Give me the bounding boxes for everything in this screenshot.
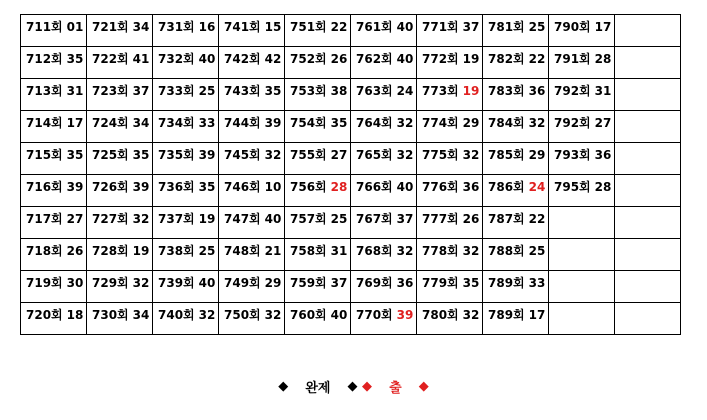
number-value: 38 bbox=[330, 84, 348, 98]
results-table-body bbox=[21, 15, 681, 335]
number-value: 32 bbox=[132, 276, 150, 290]
table-cell bbox=[483, 271, 549, 303]
table-cell bbox=[483, 47, 549, 79]
table-cell bbox=[21, 111, 87, 143]
number-value: 27 bbox=[330, 148, 348, 162]
number-value: 33 bbox=[528, 276, 546, 290]
number-value: 29 bbox=[462, 116, 480, 130]
number-value: 29 bbox=[264, 276, 282, 290]
round-label: 735회 bbox=[158, 148, 195, 162]
number-value: 41 bbox=[132, 52, 150, 66]
round-label: 711회 bbox=[26, 20, 63, 34]
round-label: 788회 bbox=[488, 244, 525, 258]
round-label: 741회 bbox=[224, 20, 261, 34]
table-cell bbox=[285, 47, 351, 79]
number-value: 26 bbox=[462, 212, 480, 226]
number-value: 31 bbox=[66, 84, 84, 98]
round-label: 730회 bbox=[92, 308, 129, 322]
table-cell bbox=[21, 303, 87, 335]
round-label: 723회 bbox=[92, 84, 129, 98]
table-cell bbox=[417, 143, 483, 175]
round-label: 759회 bbox=[290, 276, 327, 290]
number-value: 26 bbox=[330, 52, 348, 66]
round-label: 772회 bbox=[422, 52, 459, 66]
table-cell bbox=[87, 239, 153, 271]
table-row bbox=[21, 271, 681, 303]
round-label: 789회 bbox=[488, 276, 525, 290]
legend bbox=[0, 377, 707, 396]
table-cell bbox=[549, 175, 615, 207]
number-value: 10 bbox=[264, 180, 282, 194]
number-value: 22 bbox=[528, 212, 546, 226]
number-value: 21 bbox=[264, 244, 282, 258]
number-value: 32 bbox=[396, 244, 414, 258]
table-cell bbox=[549, 207, 615, 239]
number-value: 34 bbox=[132, 308, 150, 322]
number-value: 34 bbox=[132, 20, 150, 34]
round-label: 792회 bbox=[554, 84, 591, 98]
table-cell bbox=[285, 15, 351, 47]
number-value: 32 bbox=[132, 212, 150, 226]
number-value: 32 bbox=[462, 308, 480, 322]
table-row bbox=[21, 303, 681, 335]
table-cell bbox=[285, 175, 351, 207]
table-cell bbox=[549, 239, 615, 271]
round-label: 765회 bbox=[356, 148, 393, 162]
table-cell bbox=[483, 15, 549, 47]
round-label: 768회 bbox=[356, 244, 393, 258]
table-cell bbox=[351, 239, 417, 271]
number-value: 36 bbox=[594, 148, 612, 162]
number-value: 32 bbox=[264, 148, 282, 162]
round-label: 714회 bbox=[26, 116, 63, 130]
round-label: 781회 bbox=[488, 20, 525, 34]
round-label: 795회 bbox=[554, 180, 591, 194]
number-value: 32 bbox=[264, 308, 282, 322]
round-label: 780회 bbox=[422, 308, 459, 322]
table-cell bbox=[285, 271, 351, 303]
number-value: 32 bbox=[462, 148, 480, 162]
round-label: 719회 bbox=[26, 276, 63, 290]
table-cell bbox=[549, 111, 615, 143]
number-value: 32 bbox=[462, 244, 480, 258]
table-cell bbox=[483, 239, 549, 271]
table-cell bbox=[549, 15, 615, 47]
table-cell bbox=[219, 15, 285, 47]
table-cell bbox=[615, 79, 681, 111]
number-value: 17 bbox=[594, 20, 612, 34]
round-label: 779회 bbox=[422, 276, 459, 290]
round-label: 776회 bbox=[422, 180, 459, 194]
number-value: 39 bbox=[396, 308, 414, 322]
round-label: 793회 bbox=[554, 148, 591, 162]
round-label: 736회 bbox=[158, 180, 195, 194]
number-value: 28 bbox=[594, 180, 612, 194]
table-row bbox=[21, 143, 681, 175]
round-label: 716회 bbox=[26, 180, 63, 194]
table-cell bbox=[417, 239, 483, 271]
round-label: 753회 bbox=[290, 84, 327, 98]
number-value: 15 bbox=[264, 20, 282, 34]
number-value: 25 bbox=[198, 244, 216, 258]
number-value: 22 bbox=[528, 52, 546, 66]
number-value: 28 bbox=[594, 52, 612, 66]
round-label: 724회 bbox=[92, 116, 129, 130]
number-value: 36 bbox=[396, 276, 414, 290]
table-cell bbox=[153, 175, 219, 207]
round-label: 745회 bbox=[224, 148, 261, 162]
table-cell bbox=[21, 207, 87, 239]
round-label: 786회 bbox=[488, 180, 525, 194]
table-cell bbox=[87, 303, 153, 335]
number-value: 31 bbox=[330, 244, 348, 258]
round-label: 757회 bbox=[290, 212, 327, 226]
table-cell bbox=[21, 79, 87, 111]
table-cell bbox=[417, 79, 483, 111]
table-cell bbox=[219, 271, 285, 303]
number-value: 32 bbox=[396, 148, 414, 162]
red-diamond-icon: ◆ bbox=[362, 379, 373, 394]
round-label: 732회 bbox=[158, 52, 195, 66]
table-cell bbox=[285, 111, 351, 143]
round-label: 718회 bbox=[26, 244, 63, 258]
table-cell bbox=[417, 175, 483, 207]
number-value: 39 bbox=[132, 180, 150, 194]
round-label: 720회 bbox=[26, 308, 63, 322]
round-label: 790회 bbox=[554, 20, 591, 34]
number-value: 32 bbox=[396, 116, 414, 130]
number-value: 35 bbox=[462, 276, 480, 290]
table-cell bbox=[549, 47, 615, 79]
table-cell bbox=[351, 303, 417, 335]
table-row bbox=[21, 111, 681, 143]
number-value: 40 bbox=[198, 276, 216, 290]
table-row bbox=[21, 47, 681, 79]
table-cell bbox=[219, 111, 285, 143]
table-cell bbox=[153, 271, 219, 303]
black-diamond-icon: ◆ bbox=[347, 379, 358, 394]
table-cell bbox=[153, 79, 219, 111]
table-cell bbox=[21, 47, 87, 79]
table-cell bbox=[351, 111, 417, 143]
number-value: 24 bbox=[528, 180, 546, 194]
table-cell bbox=[483, 111, 549, 143]
table-cell bbox=[219, 303, 285, 335]
table-cell bbox=[153, 15, 219, 47]
round-label: 722회 bbox=[92, 52, 129, 66]
table-cell bbox=[21, 239, 87, 271]
table-cell bbox=[351, 79, 417, 111]
number-value: 35 bbox=[66, 52, 84, 66]
table-cell bbox=[549, 143, 615, 175]
number-value: 17 bbox=[528, 308, 546, 322]
table-cell bbox=[351, 175, 417, 207]
round-label: 764회 bbox=[356, 116, 393, 130]
number-value: 19 bbox=[462, 84, 480, 98]
round-label: 777회 bbox=[422, 212, 459, 226]
table-cell bbox=[285, 239, 351, 271]
number-value: 35 bbox=[132, 148, 150, 162]
table-cell bbox=[351, 47, 417, 79]
table-cell bbox=[21, 15, 87, 47]
table-cell bbox=[549, 79, 615, 111]
round-label: 751회 bbox=[290, 20, 327, 34]
table-cell bbox=[483, 175, 549, 207]
table-row bbox=[21, 239, 681, 271]
round-label: 761회 bbox=[356, 20, 393, 34]
round-label: 729회 bbox=[92, 276, 129, 290]
table-cell bbox=[87, 47, 153, 79]
table-cell bbox=[417, 111, 483, 143]
round-label: 743회 bbox=[224, 84, 261, 98]
table-cell bbox=[87, 207, 153, 239]
table-cell bbox=[153, 143, 219, 175]
table-cell bbox=[285, 303, 351, 335]
table-cell bbox=[549, 303, 615, 335]
number-value: 33 bbox=[198, 116, 216, 130]
table-cell bbox=[615, 303, 681, 335]
round-label: 766회 bbox=[356, 180, 393, 194]
table-cell bbox=[285, 79, 351, 111]
round-label: 762회 bbox=[356, 52, 393, 66]
round-label: 792회 bbox=[554, 116, 591, 130]
table-cell bbox=[219, 175, 285, 207]
number-value: 31 bbox=[594, 84, 612, 98]
round-label: 746회 bbox=[224, 180, 261, 194]
table-cell bbox=[153, 111, 219, 143]
number-value: 39 bbox=[264, 116, 282, 130]
round-label: 775회 bbox=[422, 148, 459, 162]
table-cell bbox=[153, 239, 219, 271]
number-value: 37 bbox=[132, 84, 150, 98]
round-label: 721회 bbox=[92, 20, 129, 34]
table-cell bbox=[351, 143, 417, 175]
number-value: 17 bbox=[66, 116, 84, 130]
table-row bbox=[21, 79, 681, 111]
number-value: 27 bbox=[594, 116, 612, 130]
table-cell bbox=[417, 271, 483, 303]
round-label: 737회 bbox=[158, 212, 195, 226]
number-value: 32 bbox=[528, 116, 546, 130]
table-cell bbox=[351, 15, 417, 47]
round-label: 791회 bbox=[554, 52, 591, 66]
table-cell bbox=[219, 47, 285, 79]
number-value: 37 bbox=[396, 212, 414, 226]
round-label: 784회 bbox=[488, 116, 525, 130]
round-label: 752회 bbox=[290, 52, 327, 66]
round-label: 789회 bbox=[488, 308, 525, 322]
table-cell bbox=[615, 143, 681, 175]
number-value: 27 bbox=[66, 212, 84, 226]
table-cell bbox=[417, 15, 483, 47]
round-label: 769회 bbox=[356, 276, 393, 290]
number-value: 37 bbox=[462, 20, 480, 34]
round-label: 748회 bbox=[224, 244, 261, 258]
table-cell bbox=[21, 175, 87, 207]
table-cell bbox=[615, 111, 681, 143]
round-label: 758회 bbox=[290, 244, 327, 258]
round-label: 731회 bbox=[158, 20, 195, 34]
table-cell bbox=[153, 47, 219, 79]
number-value: 40 bbox=[330, 308, 348, 322]
table-cell bbox=[21, 271, 87, 303]
round-label: 740회 bbox=[158, 308, 195, 322]
table-cell bbox=[351, 271, 417, 303]
table-cell bbox=[285, 143, 351, 175]
table-cell bbox=[87, 271, 153, 303]
table-cell bbox=[417, 303, 483, 335]
number-value: 40 bbox=[396, 180, 414, 194]
table-cell bbox=[483, 207, 549, 239]
round-label: 770회 bbox=[356, 308, 393, 322]
round-label: 782회 bbox=[488, 52, 525, 66]
table-cell bbox=[351, 207, 417, 239]
round-label: 785회 bbox=[488, 148, 525, 162]
legend-black-label: 완제 bbox=[305, 381, 331, 396]
round-label: 742회 bbox=[224, 52, 261, 66]
number-value: 36 bbox=[528, 84, 546, 98]
table-cell bbox=[219, 143, 285, 175]
number-value: 35 bbox=[330, 116, 348, 130]
number-value: 40 bbox=[396, 20, 414, 34]
table-cell bbox=[219, 79, 285, 111]
number-value: 39 bbox=[66, 180, 84, 194]
number-value: 25 bbox=[330, 212, 348, 226]
round-label: 717회 bbox=[26, 212, 63, 226]
number-value: 40 bbox=[396, 52, 414, 66]
round-label: 744회 bbox=[224, 116, 261, 130]
round-label: 756회 bbox=[290, 180, 327, 194]
table-cell bbox=[483, 143, 549, 175]
round-label: 767회 bbox=[356, 212, 393, 226]
round-label: 734회 bbox=[158, 116, 195, 130]
table-cell bbox=[219, 239, 285, 271]
table-cell bbox=[549, 271, 615, 303]
table-cell bbox=[21, 143, 87, 175]
round-label: 712회 bbox=[26, 52, 63, 66]
table-cell bbox=[615, 15, 681, 47]
red-diamond-icon: ◆ bbox=[418, 379, 429, 394]
table-cell bbox=[87, 175, 153, 207]
round-label: 727회 bbox=[92, 212, 129, 226]
table-cell bbox=[87, 143, 153, 175]
table-cell bbox=[615, 47, 681, 79]
table-cell bbox=[87, 15, 153, 47]
round-label: 750회 bbox=[224, 308, 261, 322]
round-label: 783회 bbox=[488, 84, 525, 98]
table-cell bbox=[483, 303, 549, 335]
legend-red-label: 출 bbox=[389, 381, 402, 396]
number-value: 35 bbox=[264, 84, 282, 98]
table-cell bbox=[153, 303, 219, 335]
black-diamond-icon: ◆ bbox=[278, 379, 289, 394]
table-row bbox=[21, 207, 681, 239]
number-value: 42 bbox=[264, 52, 282, 66]
number-value: 40 bbox=[198, 52, 216, 66]
round-label: 773회 bbox=[422, 84, 459, 98]
round-label: 728회 bbox=[92, 244, 129, 258]
round-label: 760회 bbox=[290, 308, 327, 322]
number-value: 32 bbox=[198, 308, 216, 322]
table-row bbox=[21, 175, 681, 207]
round-label: 749회 bbox=[224, 276, 261, 290]
number-value: 35 bbox=[66, 148, 84, 162]
table-row bbox=[21, 15, 681, 47]
round-label: 715회 bbox=[26, 148, 63, 162]
round-label: 787회 bbox=[488, 212, 525, 226]
table-cell bbox=[615, 175, 681, 207]
table-cell bbox=[417, 207, 483, 239]
table-cell bbox=[87, 111, 153, 143]
round-label: 754회 bbox=[290, 116, 327, 130]
number-value: 37 bbox=[330, 276, 348, 290]
number-value: 39 bbox=[198, 148, 216, 162]
round-label: 771회 bbox=[422, 20, 459, 34]
number-value: 18 bbox=[66, 308, 84, 322]
number-value: 19 bbox=[198, 212, 216, 226]
table-cell bbox=[153, 207, 219, 239]
round-label: 725회 bbox=[92, 148, 129, 162]
number-value: 19 bbox=[132, 244, 150, 258]
number-value: 29 bbox=[528, 148, 546, 162]
number-value: 19 bbox=[462, 52, 480, 66]
round-label: 755회 bbox=[290, 148, 327, 162]
number-value: 26 bbox=[66, 244, 84, 258]
round-label: 713회 bbox=[26, 84, 63, 98]
number-value: 40 bbox=[264, 212, 282, 226]
number-value: 16 bbox=[198, 20, 216, 34]
table-cell bbox=[615, 271, 681, 303]
table-cell bbox=[615, 239, 681, 271]
number-value: 34 bbox=[132, 116, 150, 130]
number-value: 25 bbox=[198, 84, 216, 98]
round-label: 778회 bbox=[422, 244, 459, 258]
table-cell bbox=[285, 207, 351, 239]
table-cell bbox=[219, 207, 285, 239]
number-value: 30 bbox=[66, 276, 84, 290]
round-label: 733회 bbox=[158, 84, 195, 98]
round-label: 739회 bbox=[158, 276, 195, 290]
round-label: 738회 bbox=[158, 244, 195, 258]
number-value: 28 bbox=[330, 180, 348, 194]
round-label: 747회 bbox=[224, 212, 261, 226]
table-cell bbox=[87, 79, 153, 111]
table-cell bbox=[615, 207, 681, 239]
table-cell bbox=[417, 47, 483, 79]
round-label: 726회 bbox=[92, 180, 129, 194]
table-cell bbox=[483, 79, 549, 111]
number-value: 01 bbox=[66, 20, 84, 34]
number-value: 22 bbox=[330, 20, 348, 34]
number-value: 25 bbox=[528, 20, 546, 34]
results-table bbox=[20, 14, 681, 335]
round-label: 774회 bbox=[422, 116, 459, 130]
number-value: 25 bbox=[528, 244, 546, 258]
number-value: 35 bbox=[198, 180, 216, 194]
round-label: 763회 bbox=[356, 84, 393, 98]
number-value: 36 bbox=[462, 180, 480, 194]
number-value: 24 bbox=[396, 84, 414, 98]
